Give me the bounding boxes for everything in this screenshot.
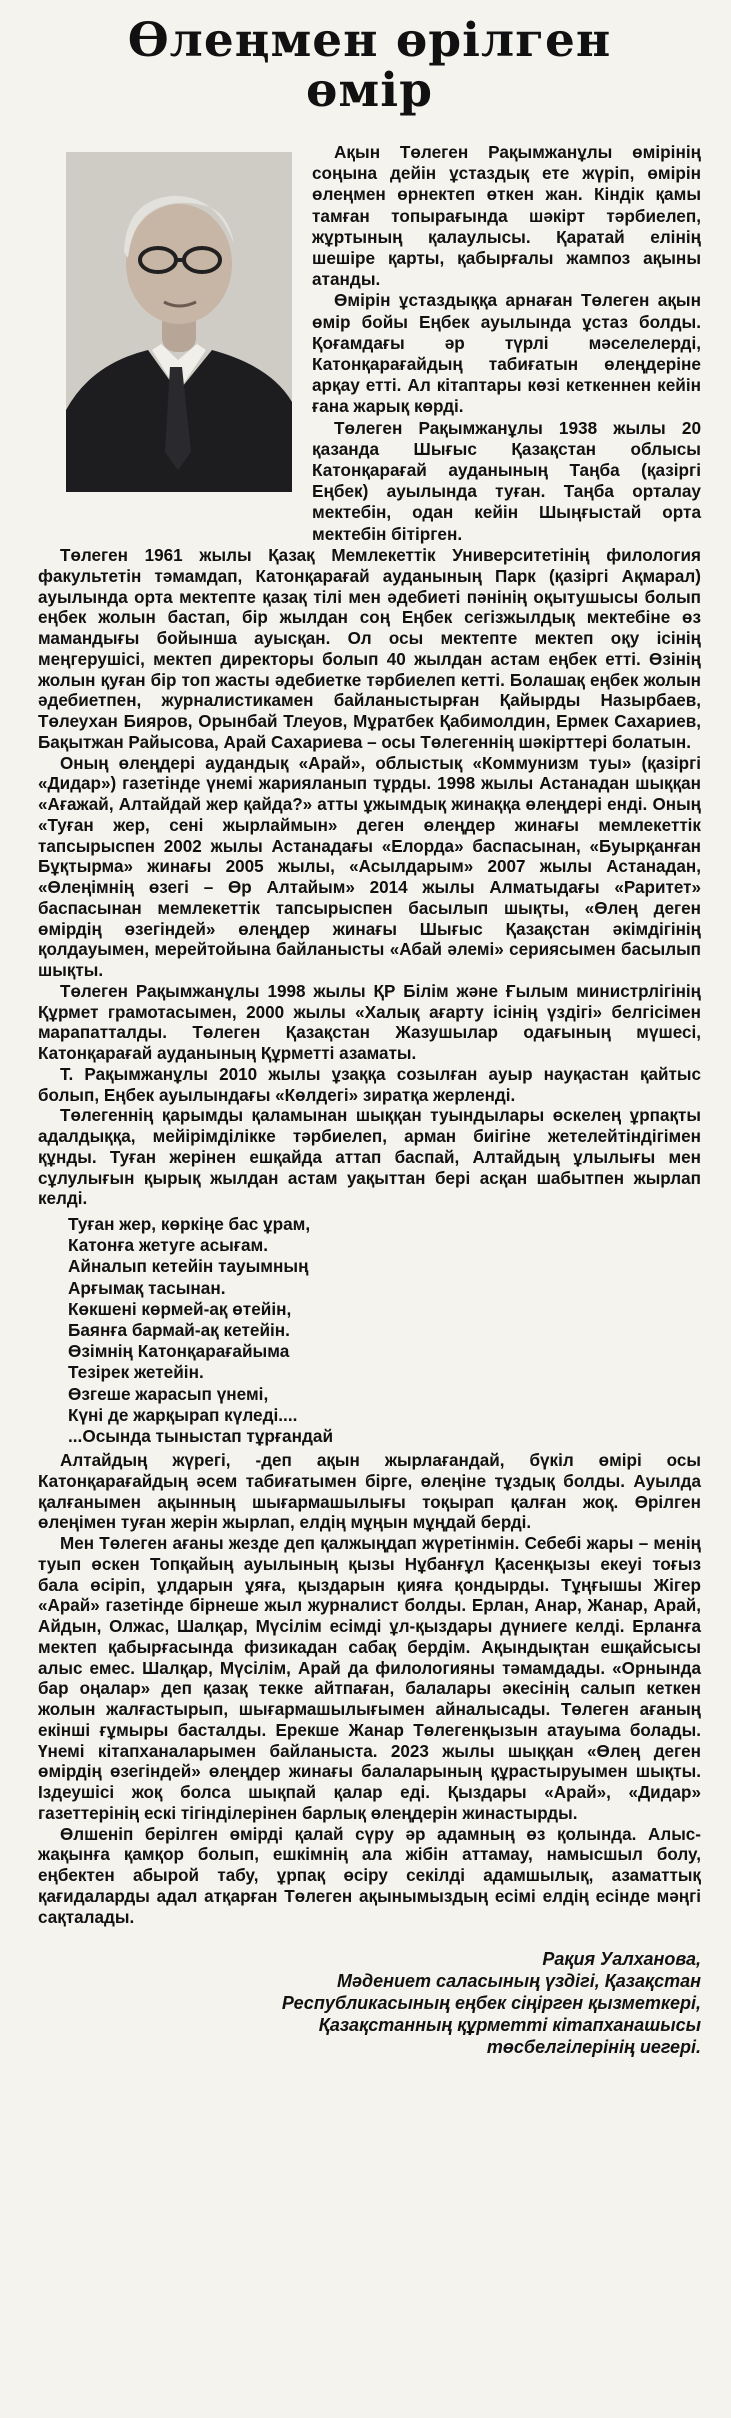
author-title: төсбелгілерінің иегері. — [486, 2037, 701, 2058]
poem-line: Айналып кетейін тауымның — [68, 1256, 309, 1277]
poem — [68, 1214, 701, 1447]
poem-line: Күні де жарқырап күледі.... — [68, 1404, 298, 1425]
paragraph: Алтайдың жүрегі, -деп ақын жырлағандай, бүкіл өмірі осы Катонқарағайдың әсем табиғатымен бірге, өлеңіне тұздық болды. Ауылда қалғанымен ақынның шығармашылығы тоқырап қалған жоқ. Өрілген өлеңімен туған жерін жырлап, елдің мұңын мұңдай берді. — [38, 1451, 701, 1533]
poem-line: Арғымақ тасынан. — [68, 1277, 226, 1298]
paragraph: Төлегеннің қарымды қаламынан шыққан туындылары өскелең ұрпақты адалдыққа, мейірімділікке тәрбиелеп, арман биігіне жетелейтіндігімен құнды. Туған жерінен ешқайда аттап баспай, Алтайдың ұлылығы мен сұлулығын қырық жылдан астам уақыттан бері асқан шабытпен жырлап келді. — [38, 1106, 701, 1209]
paragraph: Өлшеніп берілген өмірді қалай сүру әр адамның өз қолында. Алыс-жақынға қамқор болып, ешкімнің ала жібін аттамау, намысшыл болу, еңбектен абырой табу, ұрпақ өсіру секілді адамшылық, азаматтық қағидаларды адал атқарған Төлеген ақынымыздың есімі елдің есінде мәңгі сақталады. — [38, 1824, 701, 1927]
poem-line: Баянға бармай-ақ кетейін. — [68, 1320, 290, 1341]
title-line-1: Өлеңмен өрілген — [127, 13, 612, 68]
paragraph: Төлеген Рақымжанұлы 1998 жылы ҚР Білім және Ғылым министрлігінің Құрмет грамотасымен, 2000 жылы «Халық ағарту ісінің үздігі» белгісімен марапатталды. Төлеген Қазақстан Жазушылар одағының мүшесі, Катонқарағай ауданының Құрметті азаматы. — [38, 981, 701, 1063]
author-title: Республикасының еңбек сіңірген қызметкері, — [281, 1993, 701, 2014]
intro-block — [38, 142, 701, 546]
poem-line: ...Осында тыныстап тұрғандай — [68, 1426, 334, 1447]
poem-line: Өзгеше жарасып үнемі, — [68, 1383, 269, 1404]
author-signature — [38, 1948, 701, 2058]
article-body — [38, 546, 701, 1928]
poem-line: Катонға жетуге асығам. — [68, 1235, 269, 1256]
intro-text — [312, 142, 701, 545]
poem-line: Туған жер, көркіңе бас ұрам, — [68, 1214, 311, 1234]
poem-line: Өзімнің Катонқарағайыма — [68, 1341, 290, 1362]
portrait-photo — [66, 152, 292, 492]
author-title: Қазақстанның құрметті кітапханашысы — [318, 2015, 701, 2036]
title-line-2: өмір — [306, 63, 433, 118]
paragraph: Төлеген Рақымжанұлы 1938 жылы 20 қазанда Шығыс Қазақстан облысы Катонқарағай ауданының Таңба (қазіргі Еңбек) ауылында туған. Таңба орталау мектебін, одан кейін Шыңғыстай орта мектебін бітірген. — [312, 417, 701, 544]
paragraph: Оның өлеңдері аудандық «Арай», облыстық «Коммунизм туы» (қазіргі «Дидар») газетінде үнемі жарияланып тұрды. 1998 жылы Астанадан шыққан «Ағажай, Алтайдай жер қайда?» атты ұжымдық жинаққа өлеңдері енді. Оның «Туған жер, сені жырлаймын» деген өлеңдер жинағы мемлекеттік тапсырыспен 2002 жылы Астанадағы «Елорда» баспасынан, «Буырқанған Бұқтырма» жинағы 2005 жылы, «Асылдарым» 2007 жылы Астанадан, «Өлеңімнің өзегі – Өр Алтайым» 2014 жылы Алматыдағы «Раритет» баспасынан мемлекеттік тапсырыспен басылып шықты, «Өлең деген өмірдің өзегіндей» өлеңдер жинағы Шығыс Қазақстан әкімдігінің қолдауымен, мерейтойына байланысты «Абай әлемі» сериясымен басылып шықты. — [38, 753, 701, 980]
paragraph: Т. Рақымжанұлы 2010 жылы ұзаққа созылған ауыр науқастан қайтыс болып, Еңбек ауылындағы «Көлдегі» зиратқа жерленді. — [38, 1064, 701, 1105]
paragraph: Төлеген 1961 жылы Қазақ Мемлекеттік Университетінің филология факультетін тәмамдап, Катонқарағай ауданының Парк (қазіргі Ақмарал) ауылында орта мектепте қазақ тілі мен әдебиеті пәнінің оқытушысы болып еңбек жолын бастап, бір жылдан соң Еңбек сегізжылдық мектебіне өз мамандығы бойынша ауысқан. Ол осы мектепте мектеп оқу ісінің меңгерушісі, мектеп директоры болып 40 жылдан астам еңбек етті. Өзінің жолын қуған бір топ жасты әдебиетке тәрбиелеп кетті. Болашақ еңбек жолын әдебиетпен, журналистикамен байланыстырған Қайырды Назырбаев, Төлеухан Бияров, Орынбай Тлеуов, Мұратбек Қабимолдин, Ермек Сахариев, Бақытжан Райысова, Арай Сахариева – осы Төлегеннің шәкірттері болатын. — [38, 546, 701, 752]
poem-line: Көкшені көрмей-ақ өтейін, — [68, 1298, 292, 1319]
author-title: Мәдениет саласының үздігі, Қазақстан — [337, 1971, 701, 1992]
paragraph: Ақын Төлеген Рақымжанұлы өмірінің соңына дейін ұстаздық ете жүріп, өмірін өлеңмен өрнектеп өткен жан. Кіндік қамы тамған топырағында шәкірт тәрбиелеп, жұртының қалаулысы. Қаратай елінің шешіре қарты, қабырғалы жампоз ақыны атанды. — [312, 142, 701, 290]
author-name: Рақия Уалханова, — [542, 1949, 701, 1970]
poem-line: Тезірек жетейін. — [68, 1362, 204, 1383]
portrait-illustration — [66, 152, 292, 492]
paragraph: Мен Төлеген ағаны жезде деп қалжыңдап жүретінмін. Себебі жары – менің туып өскен Топқайың ауылының қызы Нұбанғұл Қасенқызы екеуі тоғыз бала өсіріп, ұлдарын ұяға, қыздарын қияға қондырды. Тұңғышы Жігер «Арай» газетінде бірнеше жыл журналист болды. Ерлан, Анар, Жанар, Арай, Айдын, Олжас, Шалқар, Мүсілім есімді ұл-қыздары дүниеге келді. Ерланға мектеп қабырғасында физикадан сабақ бердім. Ақындықтан ешқайсысы алыс емес. Шалқар, Мүсілім, Арай да филологияны тәмамдады. «Орнында бар оңалар» деп қазақ текке айтпаған, балалары әкесінің салып кеткен жолын жалғастырып, шығармашылығымен айналысады. Төлеген ағаның екінші ғұмыры басталды. Ерекше Жанар Төлегенқызын атауыма болады. Үнемі кітапханаларымен байланыста. 2023 жылы шыққан «Өлең деген өмірдің өзегіндей» өлеңдер жинағы балаларының құрастыруымен шықты. Іздеушісі жоқ болса шықпай қалар еді. Қыздары «Арай», «Дидар» газеттерінің ескі тігінділерінен барлық өлеңдерін жинастырды. — [38, 1534, 701, 1823]
paragraph: Өмірін ұстаздыққа арнаған Төлеген ақын өмір бойы Еңбек ауылында ұстаз болды. Қоғамдағы әр түрлі мәселелерді, Катонқарағайдың табиғатын өлеңдеріне арқау етті. Ал кітаптары көзі кеткеннен кейін ғана жарық көрді. — [312, 290, 701, 417]
article-title — [38, 0, 701, 116]
